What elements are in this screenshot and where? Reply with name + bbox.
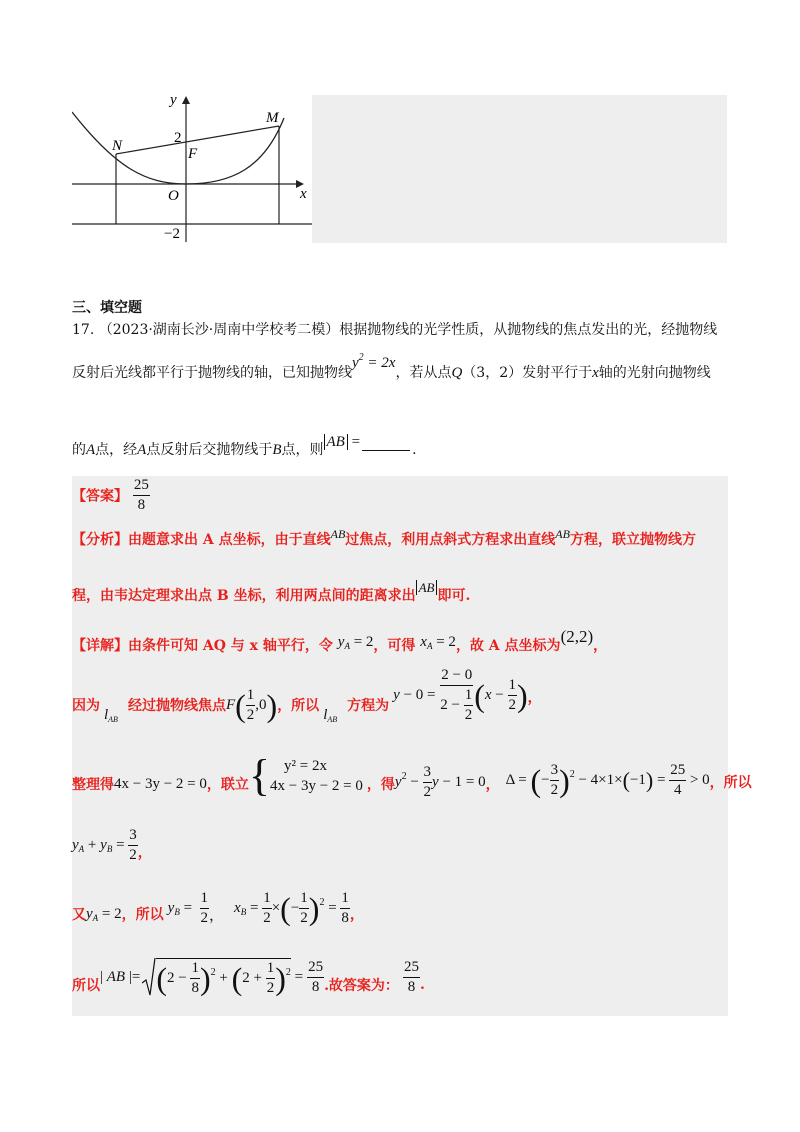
detail-text-2c: ，所以 — [277, 698, 320, 714]
detail-text-5a: 又 — [72, 907, 86, 923]
problem-period: . — [412, 442, 417, 458]
detail-text-4e: ， — [137, 844, 152, 861]
detail-text-6c: . — [419, 977, 425, 993]
label-O: O — [168, 188, 179, 204]
detail-text-3c: ，得 — [366, 777, 395, 793]
detail-line-1 — [72, 627, 608, 655]
problem-line-1 — [72, 319, 717, 339]
x-var: x — [592, 365, 599, 381]
problem-line-2 — [72, 352, 711, 382]
eq-xA-2: $x_A = 2$ — [420, 634, 456, 651]
analysis-text-4: 程，由韦达定理求出点 B 坐标，利用两点间的距离求出 — [72, 588, 416, 604]
section-heading: 三、填空题 — [72, 300, 142, 316]
figure-right-shade — [312, 95, 727, 243]
line-equation: y − 0 = 2 − 0 2 − $\frac{1}{2}$ (x − $\frac{1}{2}$ ) — [393, 666, 528, 723]
label-N: N — [112, 138, 123, 154]
detail-text-2b: 经过抛物线焦点 — [127, 698, 226, 714]
tick-neg2: −2 — [164, 226, 180, 242]
analysis-text-3: 方程，联立抛物线方 — [569, 532, 696, 548]
equals-sign: = — [351, 434, 361, 450]
equation-system: { y² = 2x 4x − 3y − 2 = 0 — [248, 751, 363, 800]
problem-text-3b: 点，经 — [95, 442, 138, 458]
answer-row — [72, 478, 150, 513]
detail-text-6a: 所以 — [72, 978, 100, 994]
answer-label: 【答案】 — [72, 488, 128, 505]
detail-line-3 — [72, 748, 752, 804]
problem-text-3d: 点，则 — [281, 442, 324, 458]
label-F: F — [188, 146, 198, 162]
detail-line-5: 又 $y_A = 2$ ，所以 $y_B$ = $\frac{1}{2}$ ， $x_B$ = $\frac{1}{2}$ ×(− $\frac{1}{2}$ )$^2$ = $\frac{1}{8}$ ， — [72, 889, 364, 926]
detail-text-3d: ， — [485, 777, 500, 793]
problem-number: 17. — [72, 322, 95, 338]
problem-text-1: 根据抛物线的光学性质，从抛物线的焦点发出的光，经抛物线 — [339, 322, 718, 338]
analysis-AB-1: AB — [330, 527, 346, 541]
label-y: y — [170, 92, 177, 108]
analysis-AB-3: AB — [416, 580, 438, 595]
analysis-AB-2: AB — [555, 527, 570, 541]
detail-text-5b: ，所以 — [121, 907, 164, 923]
analysis-line-2 — [72, 580, 471, 605]
detail-text-1d: ， — [593, 638, 608, 654]
detail-line-6 — [72, 950, 425, 1004]
problem-source: （2023·湖南长沙·周南中学校考二模） — [98, 322, 340, 338]
delta-symbol: Δ — [505, 771, 515, 788]
point-Q: Q — [451, 365, 463, 381]
problem-text-2b: ，若从点 — [395, 365, 452, 381]
A-coords: (2,2) — [560, 627, 594, 646]
abs-AB: AB — [324, 434, 348, 450]
detail-text-5c: ， — [349, 907, 364, 923]
detail-text-3a: 整理得 — [72, 777, 114, 793]
problem-text-3c: 点反射后交抛物线于 — [146, 442, 273, 458]
eq-yA-2: $y_A = 2$ — [337, 634, 374, 651]
l-AB-1: $l_{AB}$ — [104, 706, 118, 724]
detail-text-3e: ，所以 — [709, 775, 752, 791]
detail-text-1a: 由条件可知 AQ 与 x 轴平行，令 — [128, 638, 333, 654]
answer-fraction: $\frac{25}{8}$ — [133, 477, 149, 513]
detail-text-3b: ，联立 — [206, 777, 249, 793]
parabola-figure — [72, 88, 312, 248]
problem-line-3 — [72, 434, 417, 459]
detail-label: 【详解】 — [72, 638, 128, 654]
tick-2: 2 — [174, 130, 182, 146]
final-answer-fraction: $\frac{25}{8}$ — [403, 958, 419, 995]
sqrt-sign — [142, 957, 156, 997]
analysis-text-1: 由题意求出 A 点坐标，由于直线 — [128, 532, 331, 548]
detail-text-2a: 因为 — [72, 698, 100, 714]
analysis-line-1 — [72, 529, 696, 549]
distance-AB: | AB |= (2 − $\frac{1}{8}$ )$^2$ + (2 + $\frac{1}{2}$ )$^2$ = $\frac{25}{8}$ — [100, 958, 324, 997]
discriminant: Δ = (− $\frac{3}{2}$ )$^2$ − 4×1×(−1) = $\frac{25}{4}$ > 0 — [505, 761, 710, 798]
point-A: A — [86, 442, 96, 458]
detail-line-4 — [72, 828, 152, 863]
solution-box — [72, 476, 728, 1016]
sum-yA-yB: $y_A + y_B$ = $\frac{3}{2}$ — [72, 827, 137, 863]
analysis-label: 【分析】 — [72, 532, 128, 548]
l-AB-2: $l_{AB}$ — [323, 706, 338, 724]
problem-text-2d: 轴的光射向抛物线 — [598, 365, 711, 381]
label-M: M — [266, 110, 279, 126]
yA-eq-2: $y_A = 2$ — [86, 905, 122, 923]
label-x: x — [300, 186, 307, 202]
detail-text-2d: 方程为 — [347, 698, 390, 714]
detail-text-1c: ，故 A 点坐标为 — [455, 638, 561, 654]
system-eq-2: 4x − 3y − 2 = 0 — [270, 778, 363, 794]
xB-value: $x_B$ = $\frac{1}{2}$ ×(− $\frac{1}{2}$ )$^2$ = $\frac{1}{8}$ — [234, 889, 349, 926]
problem-text-2c: 发射平行于 — [522, 365, 593, 381]
detail-text-6b: .故答案为： — [324, 978, 399, 994]
point-A-2: A — [137, 442, 147, 458]
problem-text-2a: 反射后光线都平行于抛物线的轴，已知抛物线 — [72, 365, 352, 381]
analysis-text-2: 过焦点，利用点斜式方程求出直线 — [345, 532, 556, 548]
focus-F: F( $\frac{1}{2}$ ,0) — [225, 686, 278, 723]
problem-text-3a: 的 — [72, 442, 86, 458]
system-eq-1: y² = 2x — [284, 757, 327, 774]
quadratic-eq: $y^2$ − $\frac{3}{2}$ y − 1 = 0 — [394, 763, 486, 800]
parabola-equation: $y^2 = 2x$ — [352, 352, 396, 371]
yB-value: $y_B$ = $\frac{1}{2}$ — [167, 889, 209, 926]
detail-line-2 — [72, 666, 542, 730]
analysis-text-5: 即可. — [437, 588, 471, 604]
detail-text-1b: ，可得 — [373, 638, 416, 654]
answer-blank[interactable] — [362, 449, 410, 451]
line-eq-general: 4x − 3y − 2 = 0 — [114, 775, 207, 792]
point-B: B — [272, 442, 282, 458]
detail-text-2e: ， — [527, 690, 542, 706]
Q-coords: （3，2） — [462, 365, 523, 381]
